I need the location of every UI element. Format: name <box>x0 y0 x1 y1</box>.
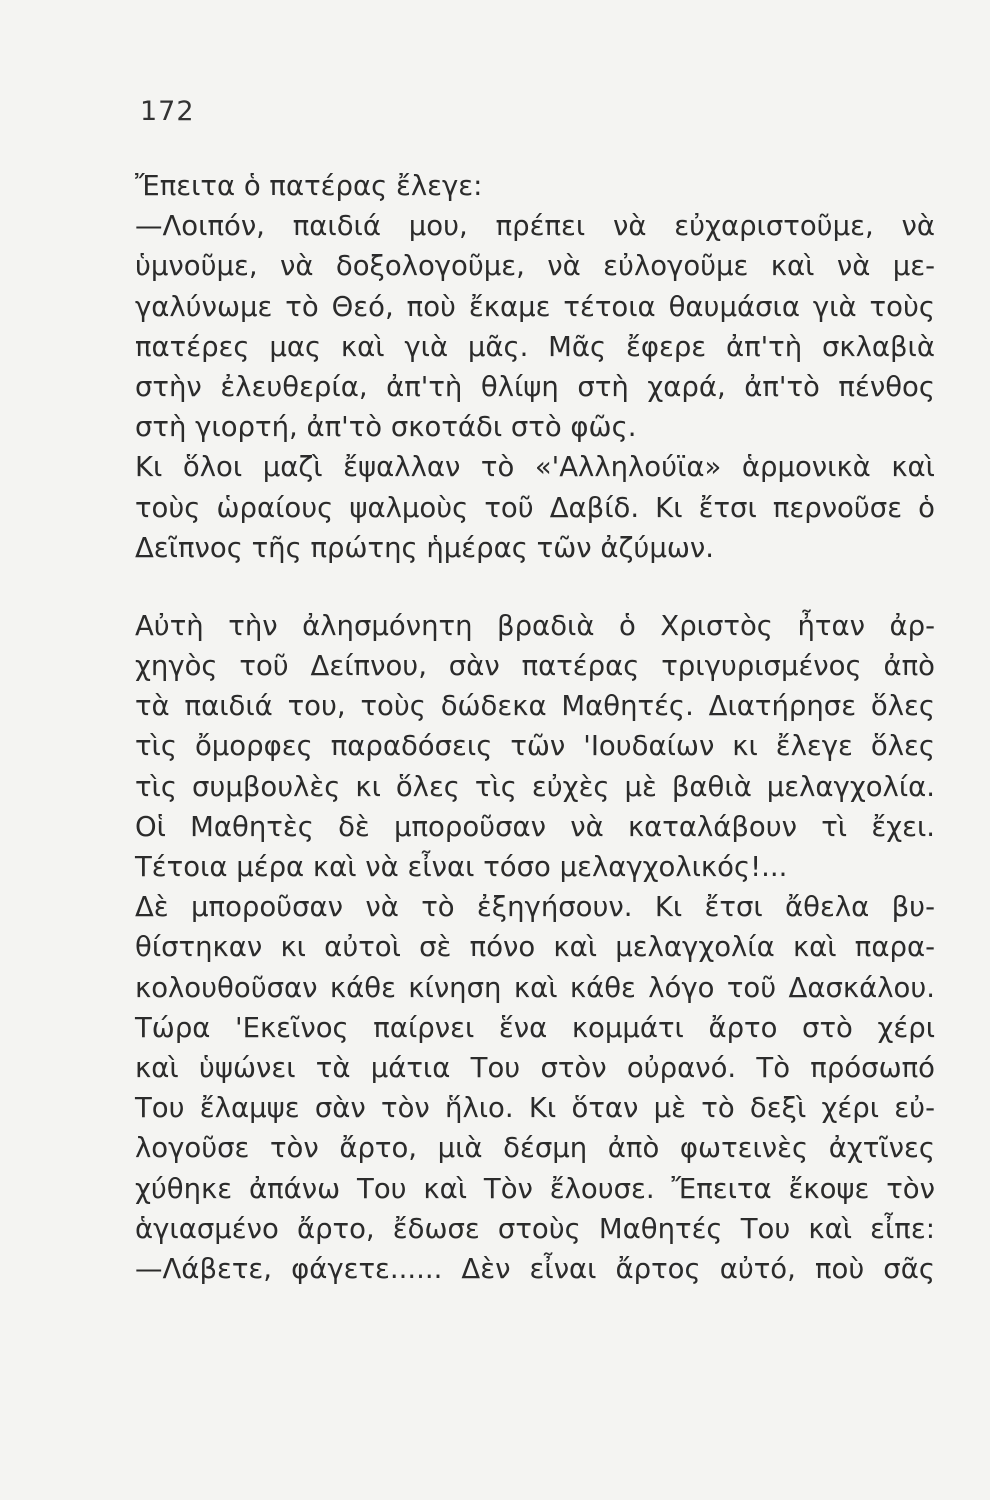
text-line: Ἔπειτα ὁ πατέρας ἔλεγε: <box>135 170 483 202</box>
text-line: θίστηκαν κι αὐτοὶ σὲ πόνο καὶ μελαγχολία καὶ παρα- <box>135 931 935 964</box>
text-line: Τώρα 'Εκεῖνος παίρνει ἕνα κομμάτι ἄρτο στὸ χέρι <box>135 1011 935 1044</box>
text-line: τὶς συμβουλὲς κι ὅλες τὶς εὐχὲς μὲ βαθιὰ μελαγχολία. <box>135 770 935 803</box>
page-number: 172 <box>140 96 195 127</box>
text-line: τὶς ὄμορφες παραδόσεις τῶν 'Ιουδαίων κι ἔλεγε ὅλες <box>135 730 935 763</box>
text-line: ὑμνοῦμε, νὰ δοξολογοῦμε, νὰ εὐλογοῦμε καὶ νὰ με- <box>135 250 935 283</box>
text-line: καὶ ὑψώνει τὰ μάτια Του στὸν οὐρανό. Τὸ πρόσωπό <box>135 1051 935 1084</box>
text-line: —Λοιπόν, παιδιά μου, πρέπει νὰ εὐχαριστοῦμε, νὰ <box>135 210 935 243</box>
text-line: χηγὸς τοῦ Δείπνου, σὰν πατέρας τριγυρισμένος ἀπὸ <box>135 650 935 683</box>
text-line: γαλύνωμε τὸ Θεό, ποὺ ἔκαμε τέτοια θαυμάσια γιὰ τοὺς <box>135 290 935 323</box>
text-line: Δὲ μποροῦσαν νὰ τὸ ἐξηγήσουν. Κι ἔτσι ἄθελα βυ- <box>135 891 935 924</box>
text-line: ἁγιασμένο ἄρτο, ἔδωσε στοὺς Μαθητές Του καὶ εἶπε: <box>135 1212 935 1245</box>
text-line: Δεῖπνος τῆς πρώτης ἡμέρας τῶν ἀζύμων. <box>135 531 714 564</box>
text-line: τὰ παιδιά του, τοὺς δώδεκα Μαθητές. Διατήρησε ὅλες <box>135 690 935 723</box>
text-line: χύθηκε ἀπάνω Του καὶ Τὸν ἔλουσε. Ἔπειτα ἔκοψε τὸν <box>135 1172 935 1205</box>
text-line: Αὐτὴ τὴν ἀλησμόνητη βραδιὰ ὁ Χριστὸς ἦταν ἀρ- <box>135 609 935 642</box>
text-line: στὴν ἐλευθερία, ἀπ'τὴ θλίψη στὴ χαρά, ἀπ'τὸ πένθος <box>135 370 935 403</box>
text-line: τοὺς ὡραίους ψαλμοὺς τοῦ Δαβίδ. Κι ἔτσι περνοῦσε ὁ <box>135 491 935 524</box>
text-line: Οἱ Μαθητὲς δὲ μποροῦσαν νὰ καταλάβουν τὶ ἔχει. <box>135 810 935 843</box>
body-text <box>135 166 935 1289</box>
paragraph-gap <box>135 568 935 606</box>
text-line: —Λάβετε, φάγετε...... Δὲν εἶναι ἄρτος αὐτό, ποὺ σᾶς <box>135 1252 935 1285</box>
text-line: Του ἔλαμψε σὰν τὸν ἥλιο. Κι ὅταν μὲ τὸ δεξὶ χέρι εὐ- <box>135 1092 935 1125</box>
text-line: πατέρες μας καὶ γιὰ μᾶς. Μᾶς ἔφερε ἀπ'τὴ σκλαβιὰ <box>135 330 935 363</box>
text-line: Κι ὅλοι μαζὶ ἔψαλλαν τὸ «'Αλληλούϊα» ἁρμονικὰ καὶ <box>135 451 935 484</box>
text-line: Τέτοια μέρα καὶ νὰ εἶναι τόσο μελαγχολικός!... <box>135 851 788 883</box>
text-line: στὴ γιορτή, ἀπ'τὸ σκοτάδι στὸ φῶς. <box>135 411 637 444</box>
text-line: λογοῦσε τὸν ἄρτο, μιὰ δέσμη ἀπὸ φωτεινὲς ἀχτῖνες <box>135 1132 935 1165</box>
text-line: κολουθοῦσαν κάθε κίνηση καὶ κάθε λόγο τοῦ Δασκάλου. <box>135 971 935 1004</box>
